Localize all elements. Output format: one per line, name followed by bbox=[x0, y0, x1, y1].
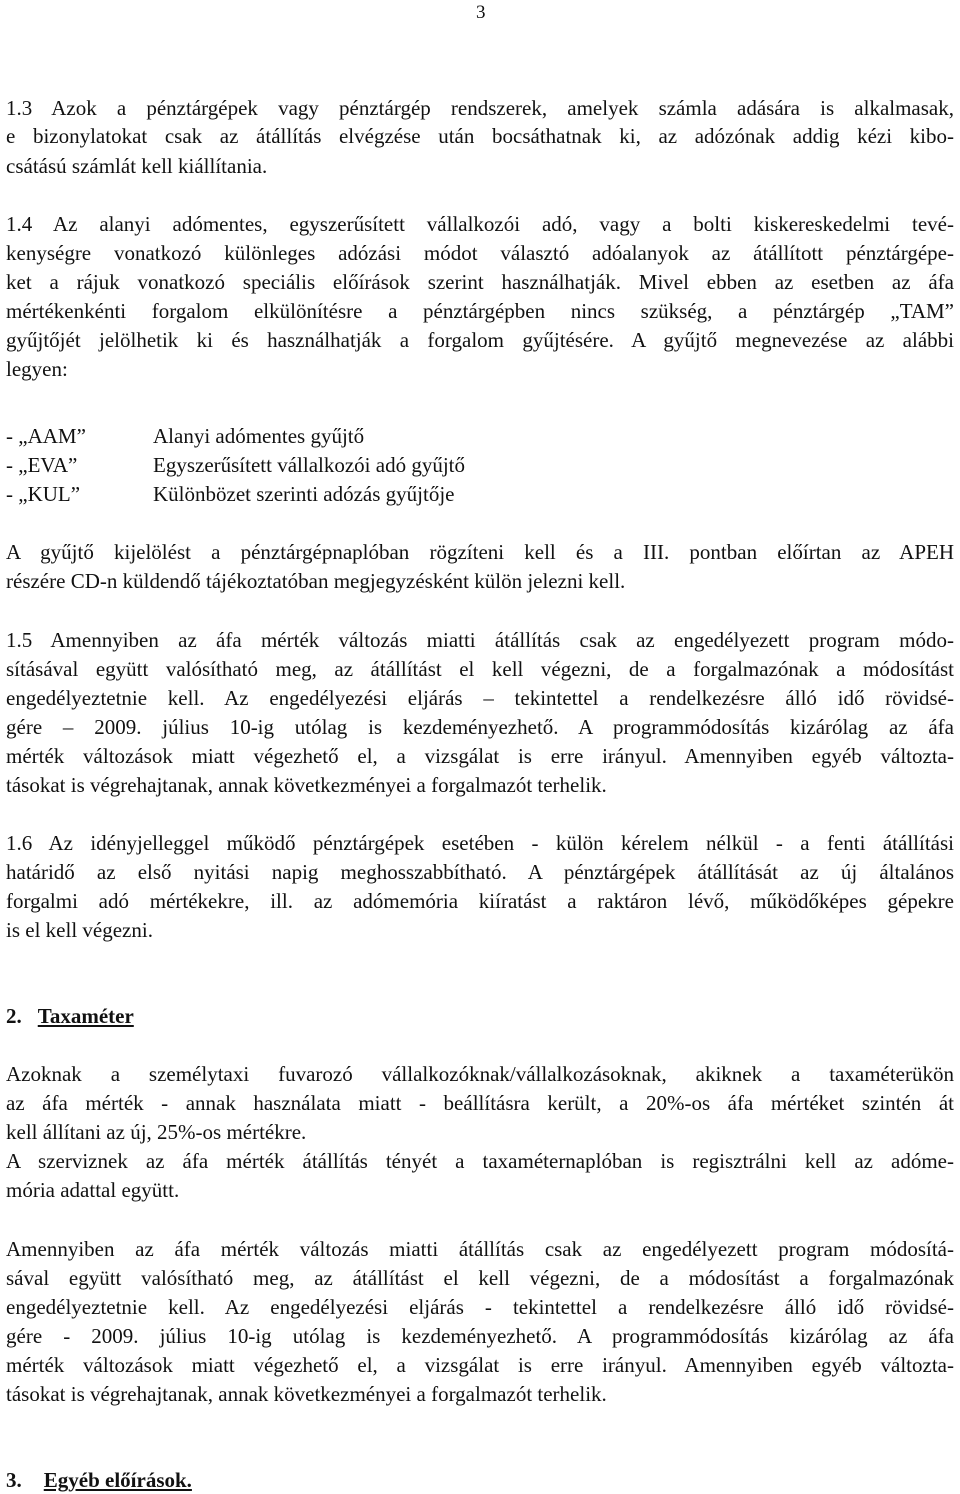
taxameter-paragraph-line: Azoknak a személytaxi fuvarozó vállalkozóknak/vállalkozásoknak, akiknek a taxaméterükön bbox=[6, 1062, 954, 1086]
paragraph-1-4-line: mértékenkénti forgalom elkülönítésre a pénztárgépben nincs szükség, a pénztárgép „TAM” bbox=[6, 299, 954, 323]
section-title: Taxaméter bbox=[37, 1004, 134, 1028]
page-number: 3 bbox=[476, 2, 486, 23]
paragraph-1-3-line: e bizonylatokat csak az átállítás elvégzése után bocsáthatnak ki, az adózónak addig kézi kibo- bbox=[6, 124, 954, 148]
collector-code: - „AAM” bbox=[6, 424, 86, 448]
section-3-heading bbox=[6, 1466, 192, 1494]
taxameter-program-line: Amennyiben az áfa mérték változás miatti átállítás csak az engedélyezett program módosítá- bbox=[6, 1237, 954, 1261]
collector-code: - „EVA” bbox=[6, 453, 78, 477]
paragraph-1-6-line: forgalmi adó mértékekre, ill. az adómemória kiíratást a raktáron lévő, működőképes gépekre bbox=[6, 889, 954, 913]
paragraph-1-6-line: határidő az első nyitási napig meghosszabbítható. A pénztárgépek átállítását az új általános bbox=[6, 860, 954, 884]
collector-description: Egyszerűsített vállalkozói adó gyűjtő bbox=[153, 453, 466, 477]
collector-description: Különbözet szerinti adózás gyűjtője bbox=[153, 482, 455, 506]
taxameter-program-line: mérték változások miatt végezhető el, a vizsgálat is erre irányul. Amennyiben egyéb változta- bbox=[6, 1353, 954, 1377]
paragraph-1-4-line: legyen: bbox=[6, 357, 68, 381]
taxameter-paragraph-line: kell állítani az új, 25%-os mértékre. bbox=[6, 1120, 307, 1144]
paragraph-1-5-line: mérték változások miatt végezhető el, a vizsgálat is erre irányul. Amennyiben egyéb változta- bbox=[6, 744, 954, 768]
paragraph-1-5-line: gére – 2009. július 10-ig utólag is kezdeményezhető. A programmódosítás kizárólag az áfa bbox=[6, 715, 954, 739]
section-number: 2. bbox=[6, 1004, 22, 1028]
taxameter-paragraph-line: A szerviznek az áfa mérték átállítás tényét a taxaméternaplóban is regisztrálni kell az adóme- bbox=[6, 1149, 954, 1173]
taxameter-program-line: gére - 2009. július 10-ig utólag is kezdeményezhető. A programmódosítás kizárólag az áfa bbox=[6, 1324, 954, 1348]
section-number: 3. bbox=[6, 1468, 22, 1492]
collector-code: - „KUL” bbox=[6, 482, 81, 506]
taxameter-paragraph-line: mória adattal együtt. bbox=[6, 1178, 180, 1202]
paragraph-1-6-line: 1.6 Az idényjelleggel működő pénztárgépek esetében - külön kérelem nélkül - a fenti átállítási bbox=[6, 831, 954, 855]
paragraph-1-5-line: sításával együtt valósítható meg, az átállítást el kell végezni, de a forgalmazónak a módosítást bbox=[6, 657, 954, 681]
paragraph-1-3-line: csátású számlát kell kiállítania. bbox=[6, 154, 268, 178]
paragraph-1-4-line: 1.4 Az alanyi adómentes, egyszerűsített vállalkozói adó, vagy a bolti kiskereskedelmi tevé- bbox=[6, 212, 954, 236]
taxameter-program-line: engedélyeztetnie kell. Az engedélyezési eljárás - tekintettel a rendelkezésre álló idő rövidsé- bbox=[6, 1295, 954, 1319]
paragraph-1-6-line: is el kell végezni. bbox=[6, 918, 153, 942]
section-2-heading bbox=[6, 1002, 134, 1030]
paragraph-1-5-line: engedélyeztetnie kell. Az engedélyezési eljárás – tekintettel a rendelkezésre álló idő rövidsé- bbox=[6, 686, 954, 710]
collector-description: Alanyi adómentes gyűjtő bbox=[153, 424, 365, 448]
taxameter-paragraph-line: az áfa mérték - annak használata miatt - beállításra került, a 20%-os áfa mértéket szintén át bbox=[6, 1091, 954, 1115]
taxameter-program-line: sával együtt valósítható meg, az átállítást el kell végezni, de a módosítást a forgalmazónak bbox=[6, 1266, 954, 1290]
paragraph-1-3-line: 1.3 Azok a pénztárgépek vagy pénztárgép rendszerek, amelyek számla adására is alkalmasak, bbox=[6, 96, 954, 120]
paragraph-1-5-line: tásokat is végrehajtanak, annak következményei a forgalmazót terhelik. bbox=[6, 773, 607, 797]
paragraph-1-4-line: kenységre vonatkozó különleges adózási módot választó adóalanyok az átállított pénztárgépe- bbox=[6, 241, 954, 265]
paragraph-1-4-line: ket a rájuk vonatkozó speciális előírások szerint használhatják. Mivel ebben az esetben az áfa bbox=[6, 270, 954, 294]
paragraph-1-5-line: 1.5 Amennyiben az áfa mérték változás miatti átállítás csak az engedélyezett program módo- bbox=[6, 628, 954, 652]
collector-note-line: A gyűjtő kijelölést a pénztárgépnaplóban rögzíteni kell és a III. pontban előírtan az APEH bbox=[6, 540, 954, 564]
section-title: Egyéb előírások. bbox=[43, 1468, 192, 1492]
collector-note-line: részére CD-n küldendő tájékoztatóban megjegyzésként külön jelezni kell. bbox=[6, 569, 626, 593]
paragraph-1-4-line: gyűjtőjét jelölhetik ki és használhatják a forgalom gyűjtésére. A gyűjtő megnevezése az alábbi bbox=[6, 328, 954, 352]
taxameter-program-line: tásokat is végrehajtanak, annak következményei a forgalmazót terhelik. bbox=[6, 1382, 607, 1406]
